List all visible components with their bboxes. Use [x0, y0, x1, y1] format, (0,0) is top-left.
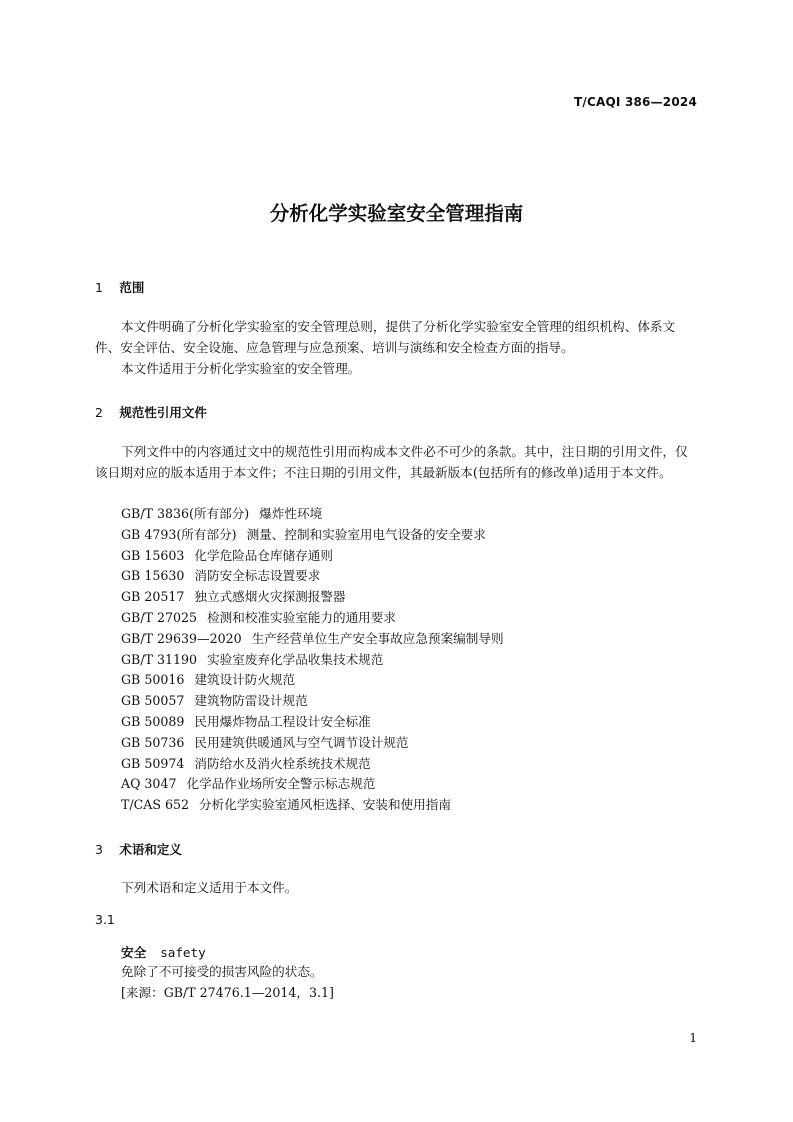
term-chinese: 安全 [121, 945, 147, 960]
term-english: safety [160, 945, 206, 960]
reference-item [121, 546, 504, 567]
reference-title: 消防安全标志设置要求 [194, 568, 321, 584]
reference-code: GB/T 31190 [121, 651, 198, 667]
reference-code: GB 50057 [121, 693, 185, 709]
reference-item [121, 566, 504, 587]
term-number: 3.1 [95, 912, 115, 927]
references-intro: 下列文件中的内容通过文中的规范性引用而构成本文件必不可少的条款。其中，注日期的引用文件，仅该日期对应的版本适用于本文件；不注日期的引用文件，其最新版本(包括所有的修改单)适用于本文件。 [95, 444, 688, 480]
section-1-heading [95, 278, 144, 296]
reference-item [121, 525, 504, 546]
section-number: 1 [95, 280, 103, 295]
reference-item [121, 754, 504, 775]
reference-item [121, 587, 504, 608]
section-title: 规范性引用文件 [119, 405, 207, 420]
reference-code: AQ 3047 [121, 776, 177, 792]
reference-list [121, 504, 504, 816]
page-title: 分析化学实验室安全管理指南 [269, 202, 524, 225]
reference-item [121, 691, 504, 712]
reference-code: GB 50016 [121, 672, 185, 688]
reference-title: 爆炸性环境 [259, 506, 323, 521]
reference-title: 实验室废弃化学品收集技术规范 [207, 651, 384, 667]
reference-title: 民用建筑供暖通风与空气调节设计规范 [194, 734, 409, 750]
section-number: 3 [95, 842, 103, 857]
reference-code: GB 50974 [121, 755, 185, 771]
reference-code: GB 50089 [121, 713, 185, 729]
term-entry [121, 942, 206, 961]
reference-item [121, 608, 504, 629]
reference-code: T/CAS 652 [121, 797, 190, 813]
reference-title: 测量、控制和实验室用电气设备的安全要求 [246, 526, 486, 542]
reference-title: 检测和校准实验室能力的通用要求 [207, 609, 396, 625]
reference-item [121, 733, 504, 754]
reference-code: GB 15630 [121, 568, 185, 584]
reference-item [121, 795, 504, 816]
reference-code: GB 15603 [121, 547, 185, 563]
scope-paragraph: 本文件明确了分析化学实验室的安全管理总则，提供了分析化学实验室安全管理的组织机构、体系文件、安全评估、安全设施、应急管理与应急预案、培训与演练和安全检查方面的指导。 [95, 319, 676, 355]
reference-item [121, 629, 504, 650]
reference-title: 生产经营单位生产安全事故应急预案编制导则 [251, 630, 504, 646]
section-title: 术语和定义 [119, 842, 182, 857]
reference-item [121, 650, 504, 671]
section-number: 2 [95, 405, 103, 420]
reference-title: 化学品作业场所安全警示标志规范 [186, 776, 376, 792]
section-title: 范围 [119, 280, 145, 295]
section-2-heading [95, 403, 207, 421]
section-3-heading [95, 840, 182, 858]
page-number: 1 [689, 1031, 697, 1045]
reference-title: 独立式感烟火灾探测报警器 [194, 589, 346, 605]
reference-title: 建筑物防雷设计规范 [194, 693, 308, 709]
reference-item [121, 712, 504, 733]
reference-item [121, 774, 504, 795]
reference-code: GB/T 29639—2020 [121, 630, 242, 646]
reference-title: 消防给水及消火栓系统技术规范 [194, 755, 371, 771]
reference-title: 分析化学实验室通风柜选择、安装和使用指南 [199, 797, 451, 813]
term-source: [来源：GB/T 27476.1—2014，3.1] [121, 985, 334, 1000]
reference-title: 化学危险品仓库储存通则 [194, 547, 333, 563]
scope-applicability: 本文件适用于分析化学实验室的安全管理。 [121, 361, 361, 376]
reference-code: GB 20517 [121, 589, 185, 605]
reference-code: GB 4793(所有部分) [121, 526, 237, 542]
reference-code: GB/T 3836(所有部分) [121, 506, 250, 521]
term-definition: 免除了不可接受的损害风险的状态。 [121, 964, 323, 979]
reference-item [121, 670, 504, 691]
reference-code: GB 50736 [121, 734, 185, 750]
reference-title: 建筑设计防火规范 [194, 672, 296, 688]
document-code: T/CAQI 386—2024 [574, 95, 697, 109]
reference-code: GB/T 27025 [121, 609, 198, 625]
reference-title: 民用爆炸物品工程设计安全标准 [194, 713, 371, 729]
reference-item [121, 504, 504, 525]
terms-intro: 下列术语和定义适用于本文件。 [121, 880, 298, 895]
